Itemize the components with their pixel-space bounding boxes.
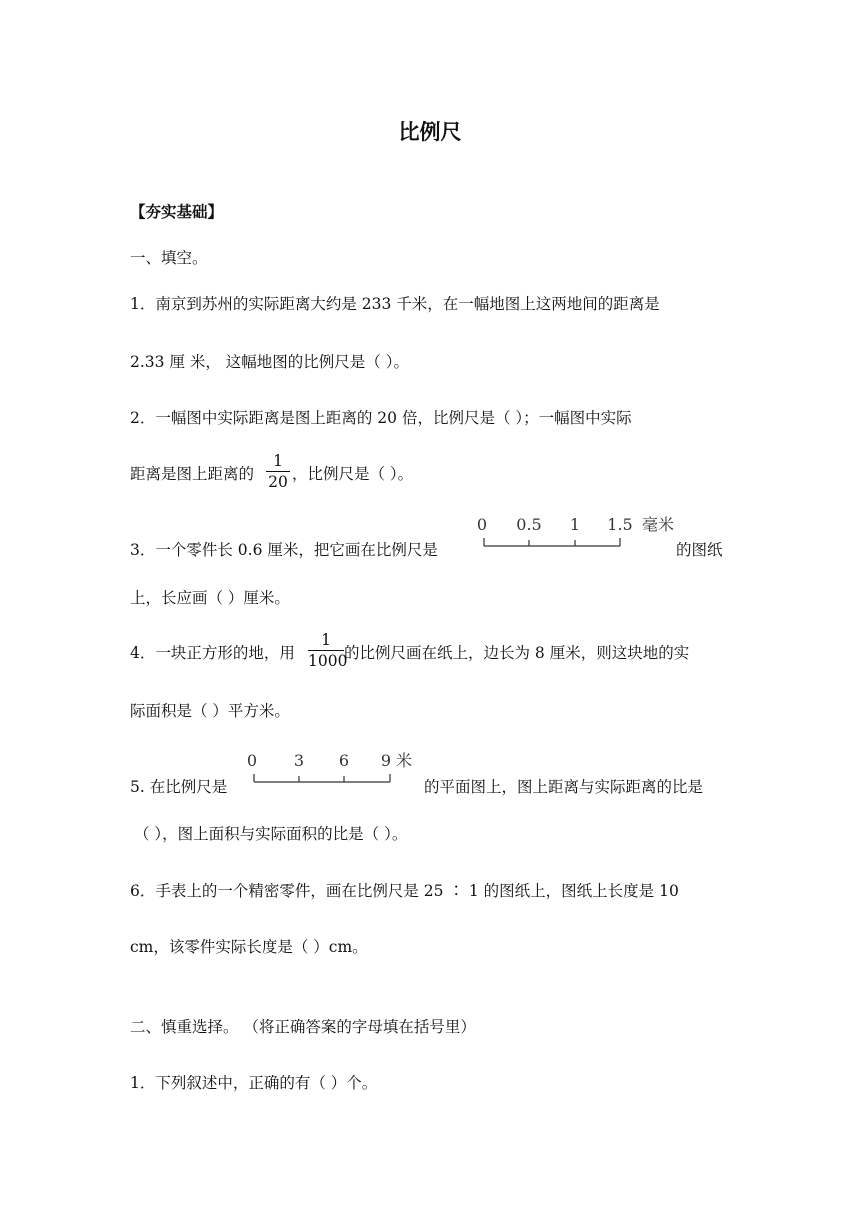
section-label: 【夯实基础】 — [130, 203, 224, 221]
q2-line2-pre: 距离是图上距离的 — [130, 465, 255, 483]
q3-line2: 上，长应画（ ）厘米。 — [130, 589, 290, 607]
q4-line2: 际面积是（ ）平方米。 — [130, 702, 290, 720]
q2-fraction-denominator: 20 — [268, 473, 288, 491]
q3-scale-label-0: 0 — [476, 515, 488, 534]
part1-heading: 一、填空。 — [130, 249, 208, 267]
q5-line1-pre: 5. 在比例尺是 — [130, 778, 228, 796]
part2-q1: 1．下列叙述中，正确的有（ ）个。 — [130, 1074, 378, 1092]
q5-line1-post: 的平面图上，图上距离与实际距离的比是 — [424, 778, 704, 796]
page-title: 比例尺 — [398, 120, 462, 144]
q3-scale-label-2: 1 — [569, 515, 581, 534]
q5-scale-label-1: 3 — [293, 751, 305, 770]
q2-fraction-numerator: 1 — [273, 452, 283, 470]
q3-scale-unit: 毫米 — [641, 515, 675, 534]
q4-line1-post: 的比例尺画在纸上，边长为 8 厘米，则这块地的实 — [344, 644, 690, 662]
q3-scale-label-3: 1.5 — [607, 515, 633, 534]
q3-line1-post: 的图纸 — [676, 541, 723, 559]
part2-heading: 二、慎重选择。 （将正确答案的字母填在括号里） — [130, 1018, 476, 1036]
q5-line2: （ ），图上面积与实际面积的比是（ ）。 — [134, 825, 408, 843]
q5-scale-bar — [240, 748, 420, 788]
q4-fraction-numerator: 1 — [321, 631, 331, 649]
q2-fraction — [266, 452, 290, 491]
q6-line2: cm，该零件实际长度是（ ）cm。 — [130, 938, 368, 956]
q1-line2: 2.33 厘 米， 这幅地图的比例尺是（ ）。 — [130, 353, 409, 371]
q5-scale-label-0: 0 — [246, 751, 258, 770]
q4-fraction — [308, 631, 348, 670]
q4-line1-pre: 4．一块正方形的地，用 — [130, 644, 295, 662]
q4-fraction-denominator: 1000 — [308, 652, 348, 670]
q1-line1: 1．南京到苏州的实际距离大约是 233 千米，在一幅地图上这两地间的距离是 — [130, 295, 660, 313]
q2-line2-post: ，比例尺是（ ）。 — [292, 465, 414, 483]
q5-scale-unit: 米 — [395, 751, 413, 770]
q3-line1-pre: 3．一个零件长 0.6 厘米，把它画在比例尺是 — [130, 541, 438, 559]
q3-scale-label-1: 0.5 — [516, 515, 542, 534]
q6-line1: 6．手表上的一个精密零件，画在比例尺是 25 ∶ 1 的图纸上，图纸上长度是 10 — [130, 882, 679, 900]
q5-scale-label-2: 6 — [338, 751, 350, 770]
q2-line1: 2．一幅图中实际距离是图上距离的 20 倍，比例尺是（ ）；一幅图中实际 — [130, 409, 632, 427]
q5-scale-label-3: 9 — [380, 751, 392, 770]
